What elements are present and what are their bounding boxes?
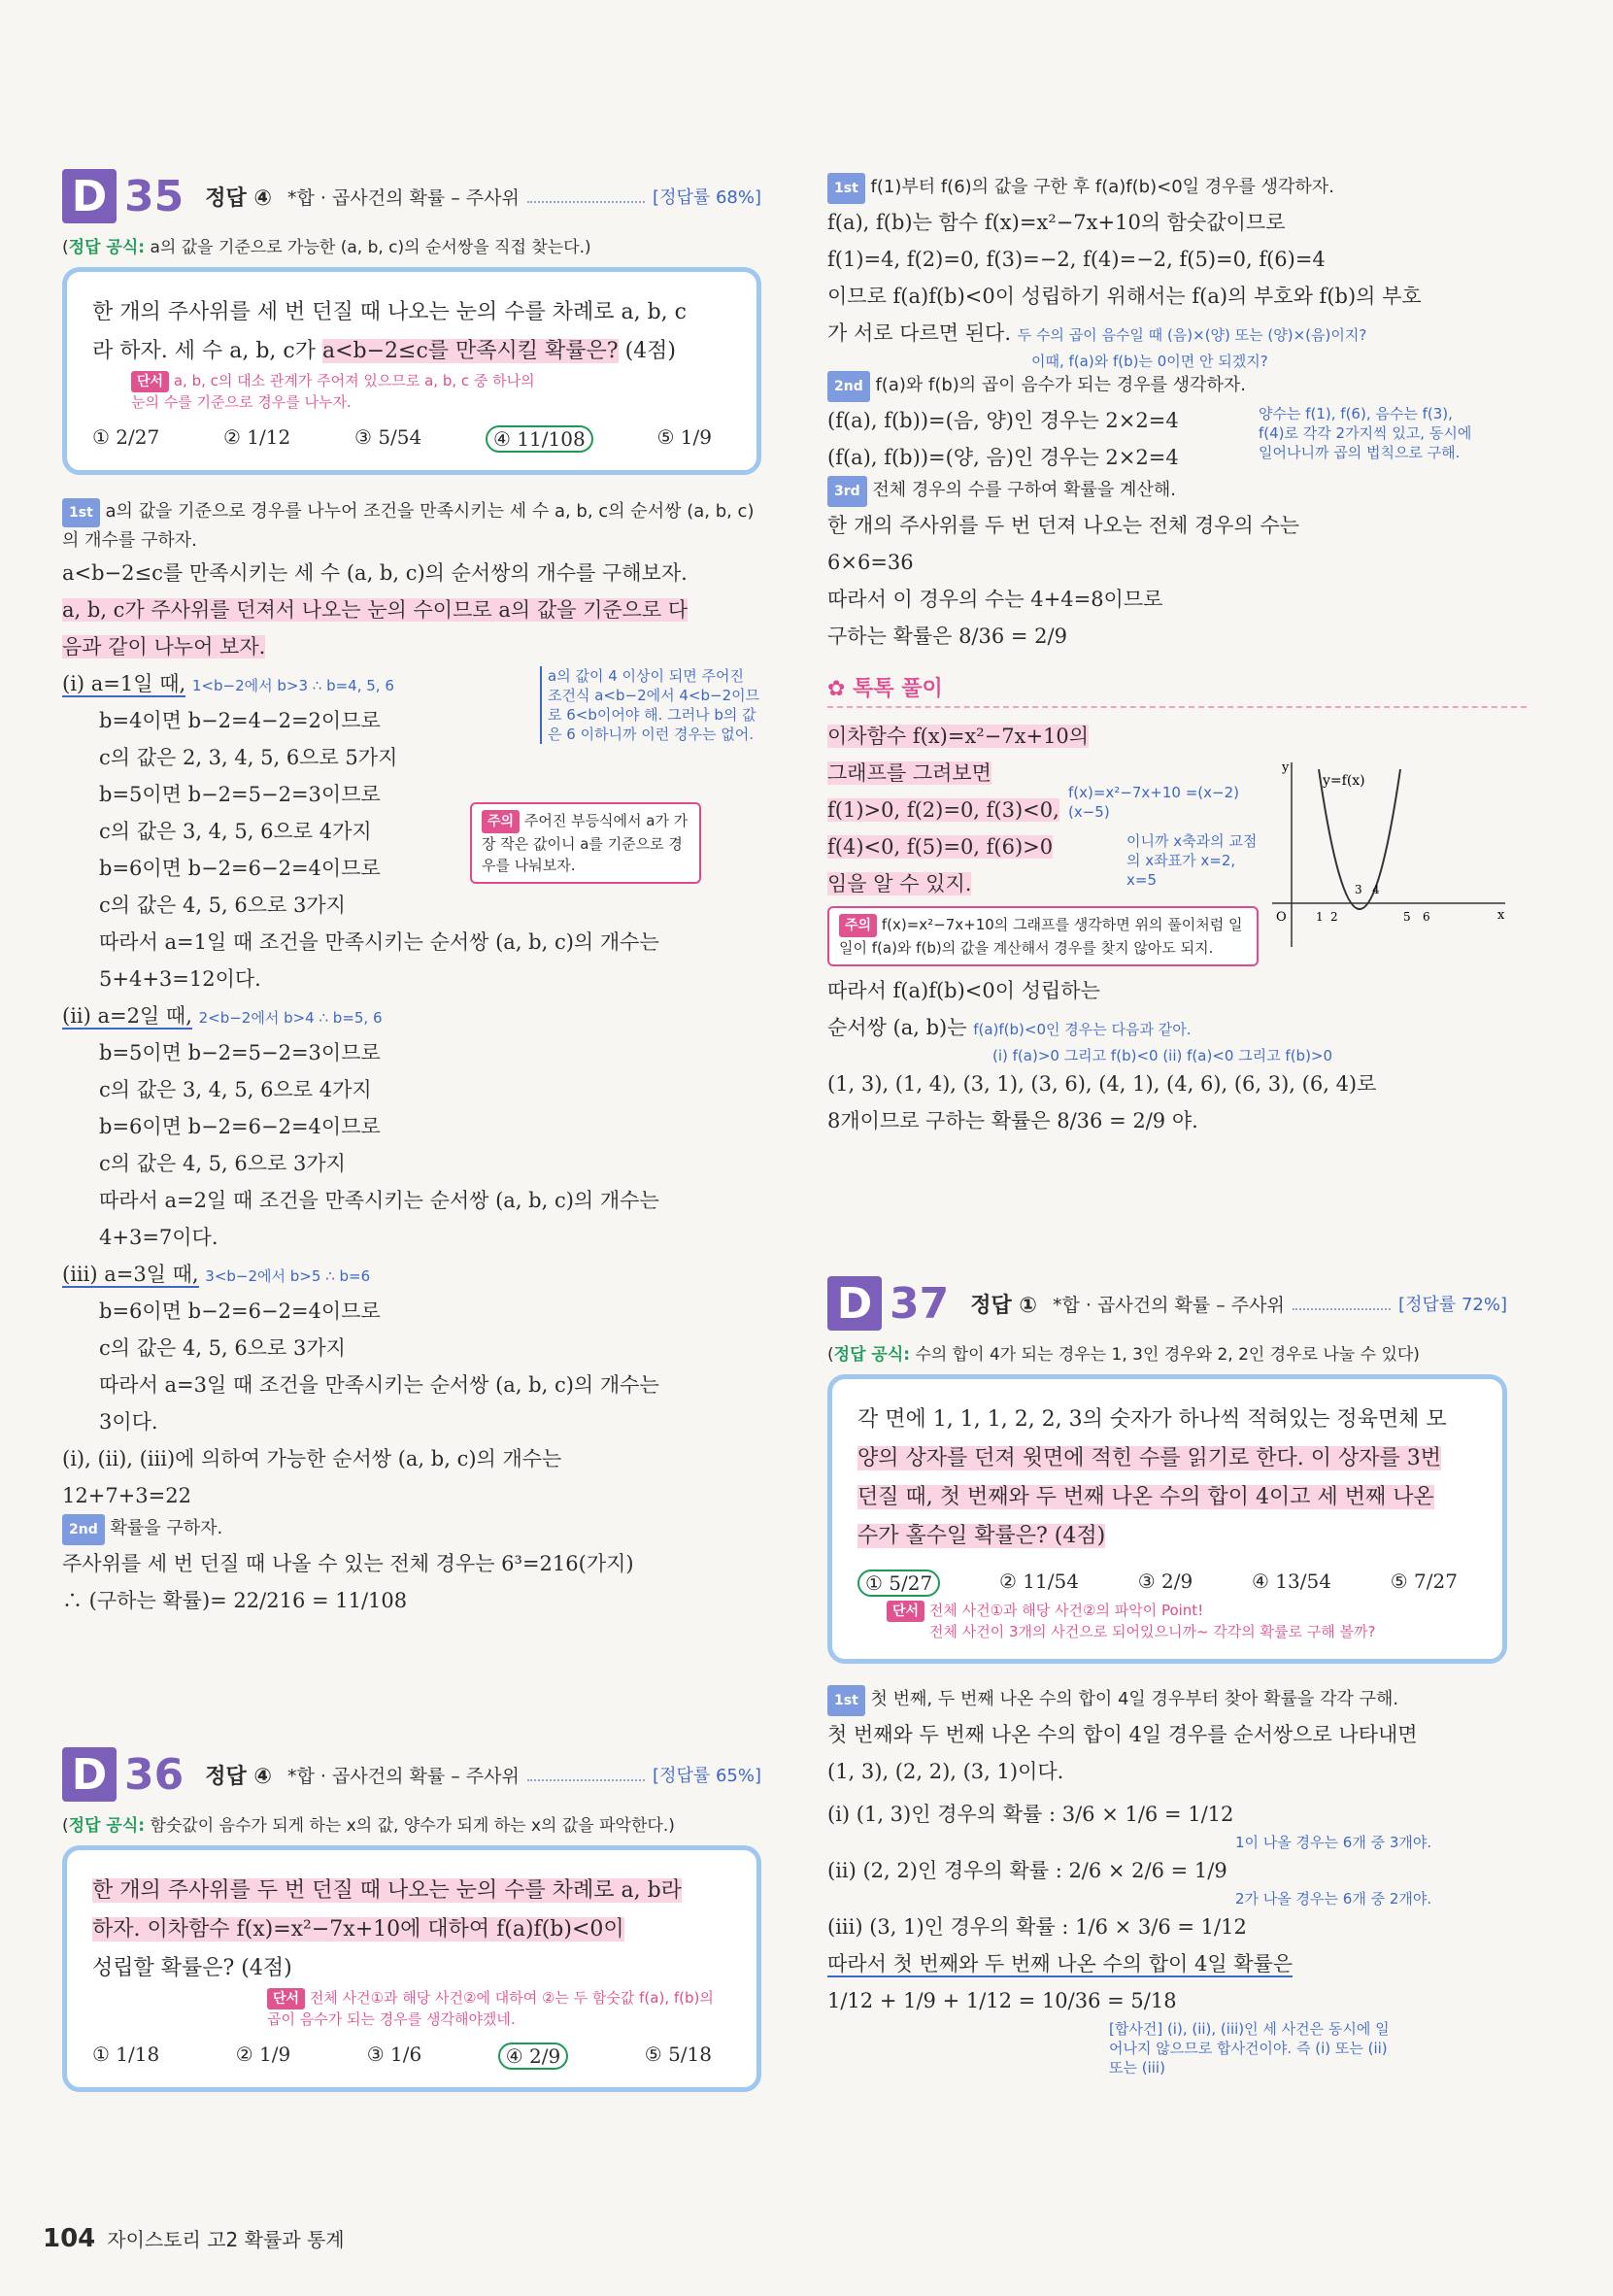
leader-dots: [527, 1768, 645, 1781]
solution-line: a<b−2≤c를 만족시키는 세 수 (a, b, c)의 순서쌍의 개수를 구해보자.: [62, 561, 688, 585]
page-number: 104: [43, 2224, 96, 2253]
question-line: 수가 홀수일 확률은? (4점): [857, 1524, 1106, 1548]
alt-line: 임을 알 수 있지.: [827, 872, 972, 895]
side-note: 이니까 x축과의 교점의 x좌표가 x=2, x=5: [1126, 832, 1258, 889]
question-box: [62, 1845, 761, 2092]
solution-line: (1, 3), (1, 4), (3, 1), (3, 6), (4, 1), (4, 6), (6, 3), (6, 4)로: [827, 1072, 1377, 1096]
question-line: 한 개의 주사위를 세 번 던질 때 나오는 눈의 수를 차례로 a, b, c: [92, 300, 687, 324]
solution-line: (1, 3), (2, 2), (3, 1)이다.: [827, 1760, 1064, 1783]
side-note: 이때, f(a)와 f(b)는 0이면 안 되겠지?: [1031, 353, 1268, 370]
solution-line: 순서쌍 (a, b)는 f(a)f(b)<0인 경우는 다음과 같아.: [827, 1016, 1192, 1039]
case-line: b=6이면 b−2=6−2=4이므로: [99, 857, 381, 880]
solution-line: 따라서 첫 번째와 두 번째 나온 수의 합이 4일 확률은: [827, 1952, 1294, 1975]
problem-35-header: [62, 165, 761, 227]
choice[interactable]: ② 1/9: [235, 2043, 291, 2066]
topic-label: *합 · 곱사건의 확률 – 주사위: [1053, 1294, 1285, 1316]
step-2: 2nd f(a)와 f(b)의 곱이 음수가 되는 경우를 생각하자.: [827, 371, 1527, 402]
side-note: 양수는 f(1), f(6), 음수는 f(3), f(4)로 각각 2가지씩 있고, 동시에 일어나니까 곱의 법칙으로 구해.: [1259, 405, 1472, 461]
tick-label: 6: [1423, 910, 1430, 924]
case-heading: (ii) a=2일 때, 2<b−2에서 b>4 ∴ b=5, 6: [62, 1004, 383, 1028]
correct-rate: [정답률 65%]: [653, 1766, 761, 1786]
origin-label: O: [1276, 910, 1287, 925]
question-box: [62, 267, 761, 475]
case-line: 5+4+3=12이다.: [99, 967, 261, 991]
solution-line: 이므로 f(a)f(b)<0이 성립하기 위해서는 f(a)의 부호와 f(b)의 부호: [827, 285, 1422, 308]
solution-line: 가 서로 다르면 된다. 두 수의 곱이 음수일 때 (음)×(양) 또는 (양)×(음)이지?: [827, 321, 1367, 345]
choice-correct[interactable]: ④ 11/108: [486, 425, 593, 453]
alt-line: 이차함수 f(x)=x²−7x+10의: [827, 725, 1090, 748]
alt-solution-title: ✿ 톡톡 풀이: [827, 672, 1527, 708]
problem-36: [62, 1743, 761, 2092]
tick-label: 1: [1316, 910, 1324, 924]
tick-label: 5: [1403, 910, 1411, 924]
case-line: c의 값은 4, 5, 6으로 3가지: [99, 894, 346, 917]
problem-badge: D: [827, 1276, 882, 1331]
solution-line: f(a), f(b)는 함수 f(x)=x²−7x+10의 함숫값이므로: [827, 211, 1286, 234]
leader-dots: [527, 189, 645, 203]
right-column: [827, 173, 1527, 1139]
side-note: f(x)=x²−7x+10 =(x−2)(x−5): [1068, 784, 1239, 821]
case-line: b=6이면 b−2=6−2=4이므로: [99, 1300, 381, 1323]
problem-number: 36: [124, 1749, 185, 1800]
answer-choices: [92, 2043, 731, 2070]
hint-note: 단서 전체 사건①과 해당 사건②에 대하여 ②는 두 함숫값 f(a), f(b)의 곱이 음수가 되는 경우를 생각해야겠네.: [267, 1989, 714, 2028]
question-line: 라 하자. 세 수 a, b, c가 a<b−2≤c를 만족시킬 확률은? (4점): [92, 339, 677, 363]
problem-37-header: [827, 1272, 1507, 1334]
choice[interactable]: ① 2/27: [92, 425, 160, 449]
side-note: [합사건] (i), (ii), (iii)인 세 사건은 동시에 일어나지 않으므로 합사건이야. 즉 (i) 또는 (ii) 또는 (iii): [1109, 2020, 1390, 2077]
case-line: c의 값은 4, 5, 6으로 3가지: [99, 1152, 346, 1175]
problem-badge: D: [62, 169, 117, 223]
alt-line: f(1)>0, f(2)=0, f(3)<0,: [827, 798, 1059, 822]
choice[interactable]: ④ 13/54: [1252, 1570, 1331, 1593]
problem-37: [827, 1272, 1507, 2077]
caution-box: 주의 f(x)=x²−7x+10의 그래프를 생각하면 위의 풀이처럼 일일이 f(a)와 f(b)의 값을 계산해서 경우를 찾지 않아도 되지.: [827, 906, 1259, 966]
question-box: [827, 1374, 1507, 1664]
case-line: 따라서 a=2일 때 조건을 만족시키는 순서쌍 (a, b, c)의 개수는: [99, 1189, 659, 1212]
axis-label-x: x: [1497, 908, 1505, 923]
side-note: 1이 나올 경우는 6개 중 3개야.: [1235, 1834, 1432, 1851]
formula-line: (정답 공식: 수의 합이 4가 되는 경우는 1, 3인 경우와 2, 2인 경우로 나눌 수 있다): [827, 1345, 1420, 1365]
topic-label: *합 · 곱사건의 확률 – 주사위: [287, 1765, 520, 1787]
side-note: (i) f(a)>0 그리고 f(b)<0 (ii) f(a)<0 그리고 f(b)>0: [992, 1047, 1333, 1064]
total-line: 주사위를 세 번 던질 때 나올 수 있는 전체 경우는 6³=216(가지): [62, 1552, 634, 1575]
case-heading: (iii) a=3일 때, 3<b−2에서 b>5 ∴ b=6: [62, 1263, 371, 1286]
case-heading: (i) a=1일 때, 1<b−2에서 b>3 ∴ b=4, 5, 6: [62, 672, 394, 695]
solution-line: 음과 같이 나누어 보자.: [62, 635, 266, 658]
case-line: (i) (1, 3)인 경우의 확률 : 3/6 × 1/6 = 1/12: [827, 1803, 1234, 1826]
solution-line: f(1)=4, f(2)=0, f(3)=−2, f(4)=−2, f(5)=0, f(6)=4: [827, 248, 1326, 271]
page-footer: [43, 2224, 345, 2253]
choice[interactable]: ③ 1/6: [366, 2043, 422, 2066]
problem-number: 35: [124, 171, 185, 221]
question-line: 하자. 이차함수 f(x)=x²−7x+10에 대하여 f(a)f(b)<0이: [92, 1917, 624, 1941]
book-title: 자이스토리 고2 확률과 통계: [107, 2228, 345, 2251]
leader-dots: [1293, 1297, 1391, 1310]
tick-label: 3: [1355, 883, 1362, 896]
summary-line: 12+7+3=22: [62, 1484, 191, 1507]
case-line: (ii) (2, 2)인 경우의 확률 : 2/6 × 2/6 = 1/9: [827, 1859, 1227, 1882]
case-line: c의 값은 2, 3, 4, 5, 6으로 5가지: [99, 746, 398, 769]
alt-line: 그래프를 그려보면: [827, 761, 991, 785]
choice[interactable]: ⑤ 5/18: [644, 2043, 712, 2066]
choice[interactable]: ⑤ 7/27: [1390, 1570, 1458, 1593]
solution-line: 따라서 f(a)f(b)<0이 성립하는: [827, 979, 1100, 1002]
answer-label: 정답 ①: [970, 1293, 1038, 1318]
answer-label: 정답 ④: [205, 186, 273, 211]
answer-choices: [92, 425, 731, 453]
case-line: 따라서 a=3일 때 조건을 만족시키는 순서쌍 (a, b, c)의 개수는: [99, 1373, 659, 1397]
case-line: c의 값은 4, 5, 6으로 3가지: [99, 1336, 346, 1360]
solution-line: 구하는 확률은 8/36 = 2/9: [827, 625, 1067, 648]
hint-note: 단서 a, b, c의 대소 관계가 주어져 있으므로 a, b, c 중 하나의 눈의 수를 기준으로 경우를 나누자.: [131, 372, 535, 411]
answer-choices: [857, 1570, 1477, 1597]
case-line: 3이다.: [99, 1410, 158, 1434]
tick-label: 4: [1372, 883, 1380, 896]
question-line: 양의 상자를 던져 윗면에 적힌 수를 읽기로 한다. 이 상자를 3번: [857, 1446, 1441, 1470]
result-line: ∴ (구하는 확률)= 22/216 = 11/108: [62, 1589, 408, 1612]
solution-line: (f(a), f(b))=(음, 양)인 경우는 2×2=4: [827, 409, 1179, 432]
case-line: 4+3=7이다.: [99, 1226, 218, 1249]
choice[interactable]: ② 11/54: [999, 1570, 1079, 1593]
choice[interactable]: ③ 2/9: [1137, 1570, 1193, 1593]
left-column: [62, 165, 761, 1619]
step-3: 3rd 전체 경우의 수를 구하여 확률을 계산해.: [827, 476, 1527, 507]
choice[interactable]: ③ 5/54: [354, 425, 422, 449]
parabola-graph: [1262, 758, 1515, 952]
case-line: c의 값은 3, 4, 5, 6으로 4가지: [99, 1078, 372, 1101]
case-line: b=5이면 b−2=5−2=3이므로: [99, 783, 381, 806]
problem-number: 37: [890, 1278, 950, 1329]
case-line: (iii) (3, 1)인 경우의 확률 : 1/6 × 3/6 = 1/12: [827, 1915, 1247, 1939]
question-line: 던질 때, 첫 번째와 두 번째 나온 수의 합이 4이고 세 번째 나온: [857, 1485, 1434, 1509]
topic-label: *합 · 곱사건의 확률 – 주사위: [287, 186, 520, 209]
question-line: 성립할 확률은? (4점): [92, 1956, 292, 1980]
solution-line: 따라서 이 경우의 수는 4+4=8이므로: [827, 588, 1163, 611]
choice[interactable]: ① 1/18: [92, 2043, 160, 2066]
caution-box: 주의 주어진 부등식에서 a가 가장 작은 값이니 a를 기준으로 경우를 나눠보자.: [470, 802, 701, 884]
question-line: 각 면에 1, 1, 1, 2, 2, 3의 숫자가 하나씩 적혀있는 정육면체 모: [857, 1407, 1447, 1432]
case-line: c의 값은 3, 4, 5, 6으로 4가지: [99, 820, 372, 843]
solution-line: (f(a), f(b))=(양, 음)인 경우는 2×2=4: [827, 446, 1179, 469]
solution-line: 8개이므로 구하는 확률은 8/36 = 2/9 야.: [827, 1109, 1198, 1132]
case-line: b=6이면 b−2=6−2=4이므로: [99, 1115, 381, 1138]
problem-36-header: [62, 1743, 761, 1806]
hint-note: 단서 전체 사건①과 해당 사건②의 파악이 Point!: [857, 1601, 1477, 1622]
choice[interactable]: ⑤ 1/9: [656, 425, 712, 449]
side-note: a의 값이 4 이상이 되면 주어진 조건식 a<b−2에서 4<b−2이므로 6<b이어야 해. 그러나 b의 값은 6 이하니까 이런 경우는 없어.: [540, 666, 761, 744]
correct-rate: [정답률 72%]: [1398, 1295, 1507, 1315]
answer-label: 정답 ④: [205, 1764, 273, 1789]
axis-label-y: y: [1282, 760, 1290, 775]
question-line: 한 개의 주사위를 두 번 던질 때 나오는 눈의 수를 차례로 a, b라: [92, 1878, 682, 1903]
alt-line: f(4)<0, f(5)=0, f(6)>0: [827, 835, 1054, 859]
side-note: 2가 나올 경우는 6개 중 2개야.: [1235, 1890, 1432, 1908]
case-line: b=4이면 b−2=4−2=2이므로: [99, 709, 381, 732]
tick-label: 2: [1330, 910, 1338, 924]
step-2: 2nd 확률을 구하자.: [62, 1514, 761, 1545]
choice-correct[interactable]: ① 5/27: [857, 1570, 940, 1597]
summary-line: (i), (ii), (iii)에 의하여 가능한 순서쌍 (a, b, c)의 개수는: [62, 1447, 562, 1470]
solution-line: 한 개의 주사위를 두 번 던져 나오는 전체 경우의 수는: [827, 514, 1300, 537]
correct-rate: [정답률 68%]: [653, 187, 761, 208]
case-line: b=5이면 b−2=5−2=3이므로: [99, 1041, 381, 1064]
graph-label: y=f(x): [1323, 773, 1365, 789]
hint-note: 전체 사건이 3개의 사건으로 되어있으니까~ 각각의 확률로 구해 볼까?: [929, 1623, 1376, 1640]
formula-line: (정답 공식: a의 값을 기준으로 가능한 (a, b, c)의 순서쌍을 직접 찾는다.): [62, 238, 591, 257]
choice[interactable]: ② 1/12: [223, 425, 291, 449]
case-line: 따라서 a=1일 때 조건을 만족시키는 순서쌍 (a, b, c)의 개수는: [99, 930, 659, 954]
step-1: 1st a의 값을 기준으로 경우를 나누어 조건을 만족시키는 세 수 a, b, c의 순서쌍 (a, b, c)의 개수를 구하자.: [62, 498, 761, 555]
solution-line: 첫 번째와 두 번째 나온 수의 합이 4일 경우를 순서쌍으로 나타내면: [827, 1723, 1418, 1746]
solution-line: 1/12 + 1/9 + 1/12 = 10/36 = 5/18: [827, 1989, 1177, 2012]
solution-line: a, b, c가 주사위를 던져서 나오는 눈의 수이므로 a의 값을 기준으로 다: [62, 598, 689, 622]
choice-correct[interactable]: ④ 2/9: [498, 2043, 568, 2070]
step-1: 1st f(1)부터 f(6)의 값을 구한 후 f(a)f(b)<0일 경우를 생각하자.: [827, 173, 1527, 204]
step-1: 1st 첫 번째, 두 번째 나온 수의 합이 4일 경우부터 찾아 확률을 각각 구해.: [827, 1685, 1507, 1716]
problem-badge: D: [62, 1747, 117, 1802]
solution-line: 6×6=36: [827, 551, 914, 574]
formula-line: (정답 공식: 함숫값이 음수가 되게 하는 x의 값, 양수가 되게 하는 x의 값을 파악한다.): [62, 1816, 675, 1836]
